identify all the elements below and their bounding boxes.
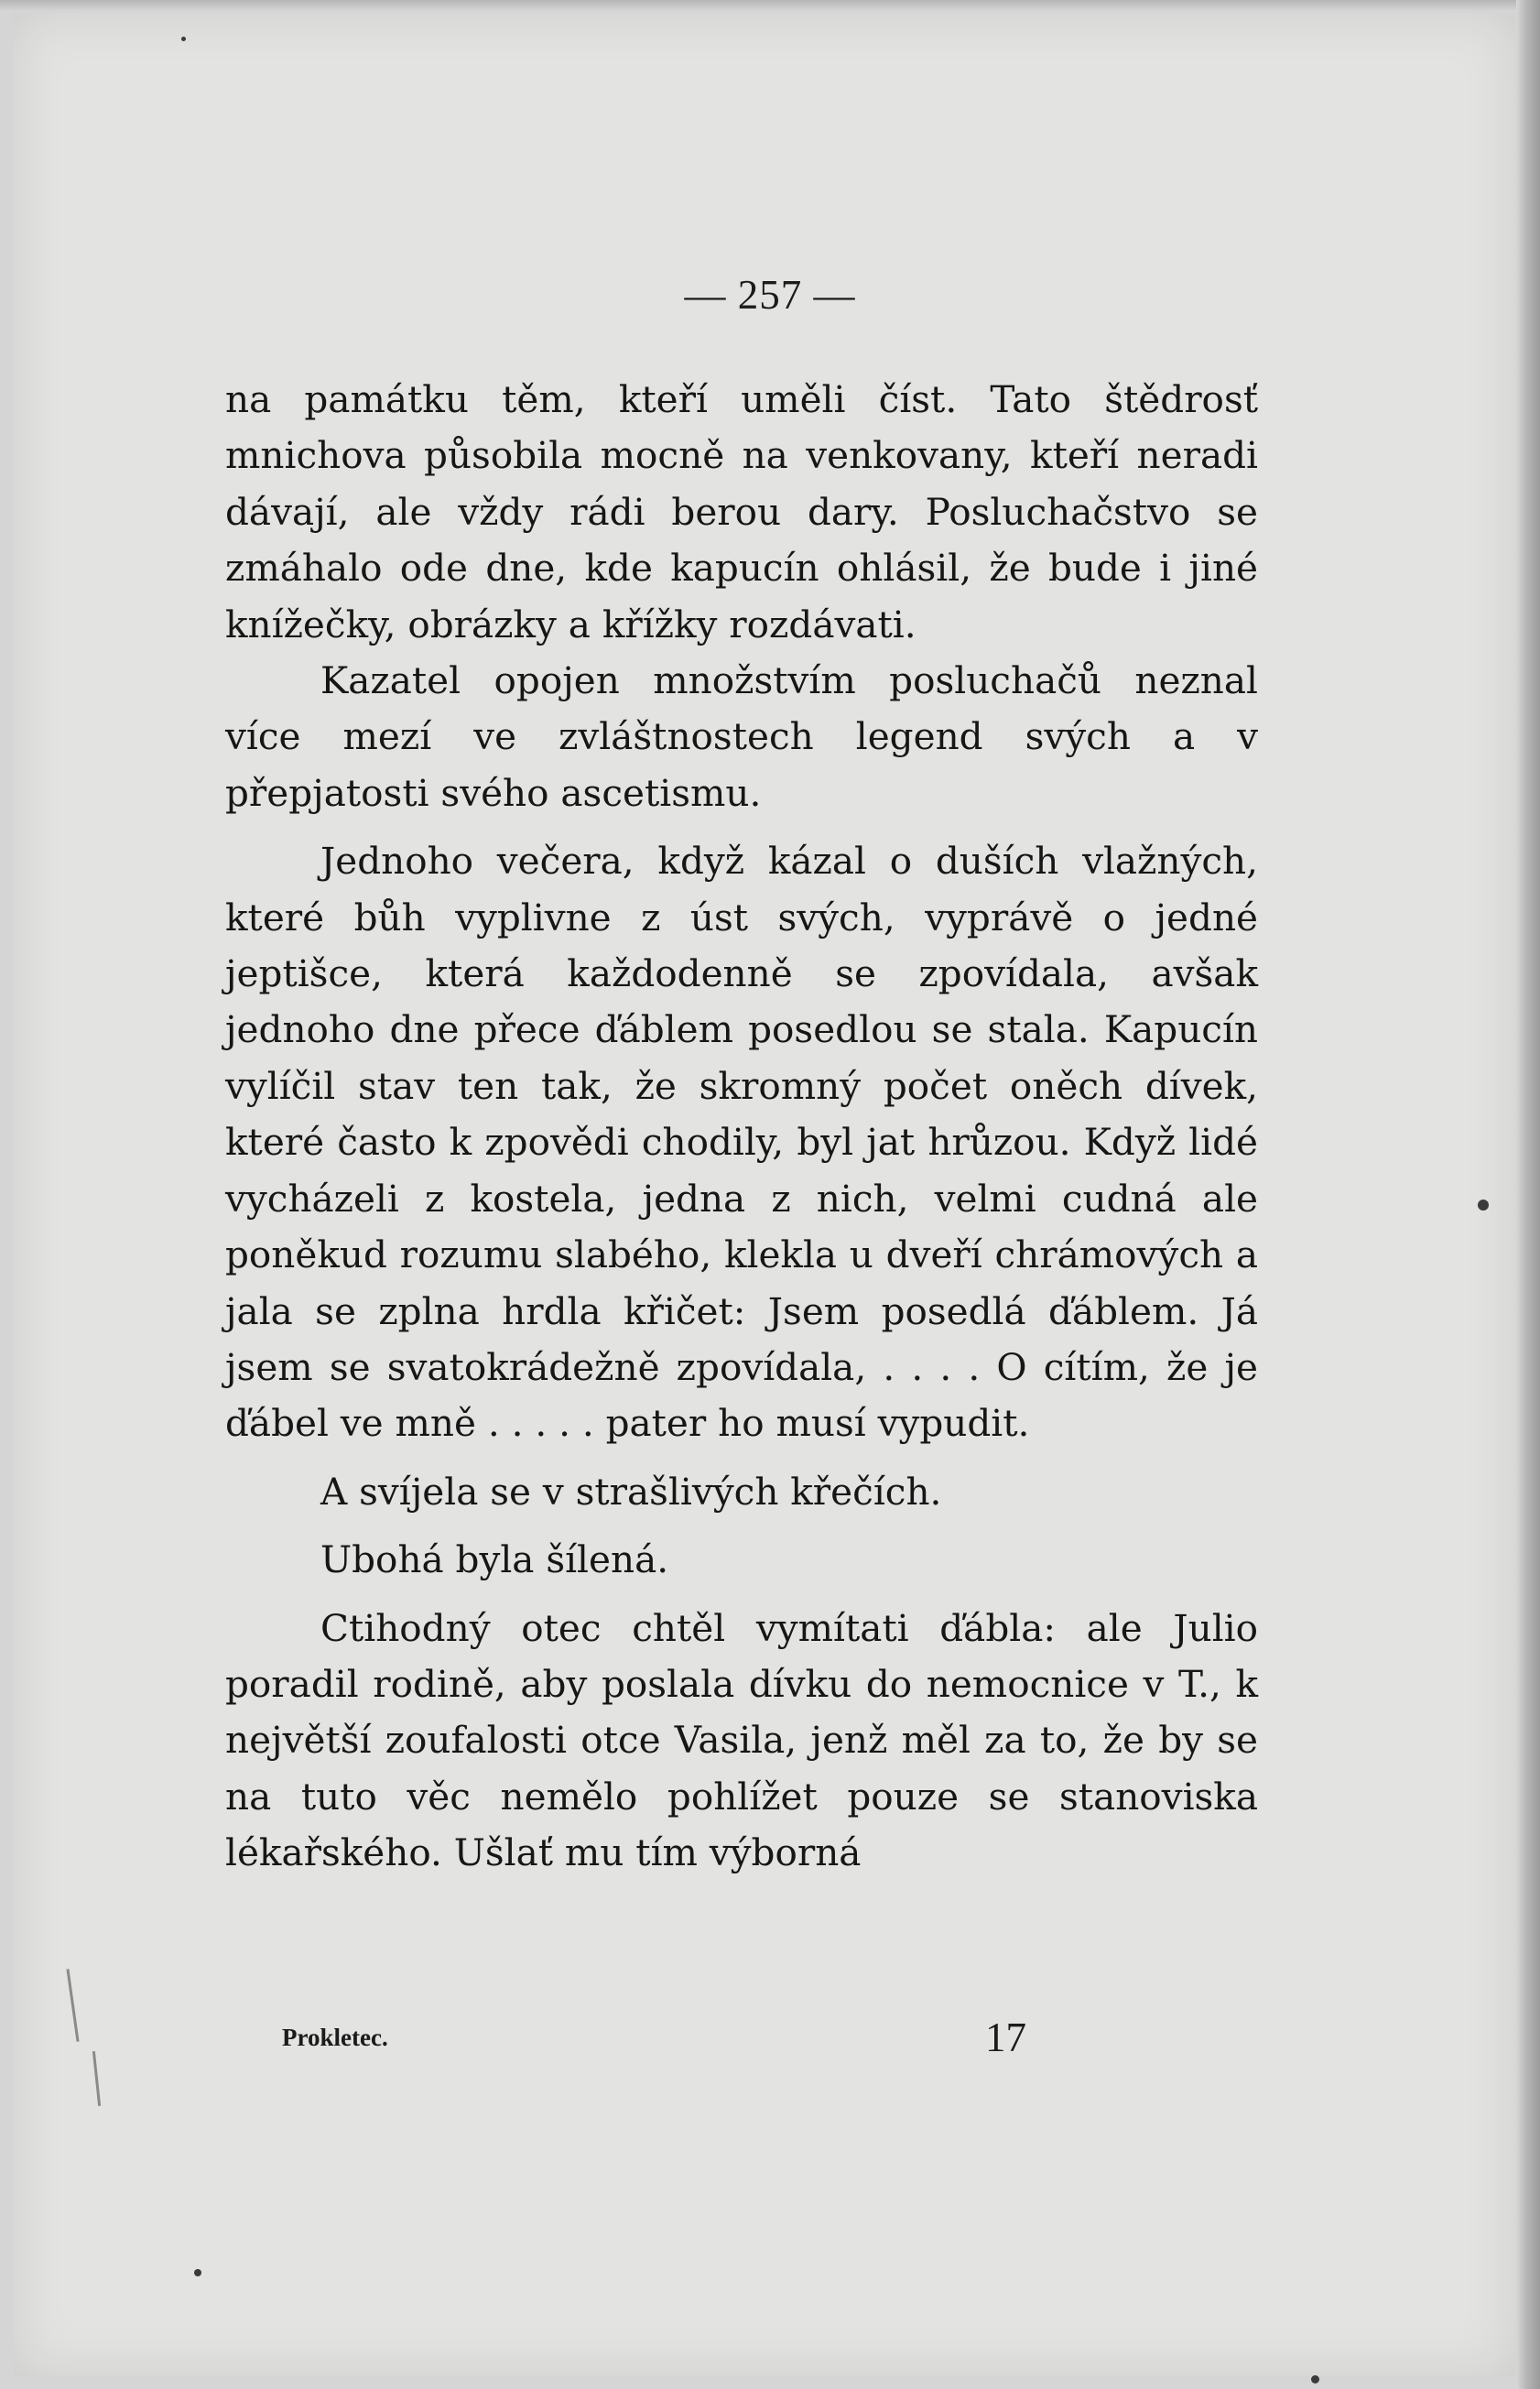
paragraph: Ubohá byla šílená.: [320, 1537, 669, 1582]
ink-speck: [181, 37, 186, 41]
paragraph: Ctihodný otec chtěl vymítati ďábla: ale Julio poradil rodině, aby poslala dívku do nemocnice v T., k největší zoufalosti otce Vasila, jenž měl za to, že by se na tuto věc nemělo pohlížet pouze se stanoviska lékařského. Ušlať mu tím výborná: [225, 1605, 1258, 1875]
paragraph: Jednoho večera, když kázal o duších vlažných, které bůh vyplivne z úst svých, vyprávě o jedné jeptišce, která každodenně se zpovídala, avšak jednoho dne přece ďáblem posedlou se stala. Kapucín vylíčil stav ten tak, že skromný počet oněch dívek, které často k zpovědi chodily, byl jat hrůzou. Když lidé vycházeli z kostela, jedna z nich, velmi cudná ale poněkud rozumu slabého, klekla u dveří chrámových a jala se zplna hrdla křičet: Jsem posedlá ďáblem. Já jsem se svatokrádežně zpovídala, . . . . O cítím, že je ďábel ve mně . . . . . pater ho musí vypudit.: [225, 839, 1258, 1446]
paragraph: A svíjela se v strašlivých křečích.: [320, 1469, 942, 1514]
signature-mark: 17: [985, 2014, 1026, 2060]
ink-speck: [1311, 2375, 1319, 2384]
ink-speck: [194, 2269, 201, 2276]
paragraph: na památku těm, kteří uměli číst. Tato štědrosť mnichova působila mocně na venkovany, kteří neradi dávají, ale vždy rádi berou dary. Posluchačstvo se zmáhalo ode dne, kde kapucín ohlásil, že bude i jiné knížečky, obrázky a křížky rozdávati.: [225, 377, 1258, 646]
body-text: [225, 372, 1258, 1882]
page-number: — 257 —: [684, 272, 856, 318]
footer-title: Prokletec.: [282, 2024, 388, 2051]
paragraph: Kazatel opojen množstvím posluchačů neznal více mezí ve zvláštnostech legend svých a v přepjatosti svého ascetismu.: [225, 658, 1258, 815]
page-top-edge: [0, 0, 1540, 11]
ink-speck: [1478, 1200, 1489, 1211]
book-spine-edge: [1516, 0, 1540, 2389]
